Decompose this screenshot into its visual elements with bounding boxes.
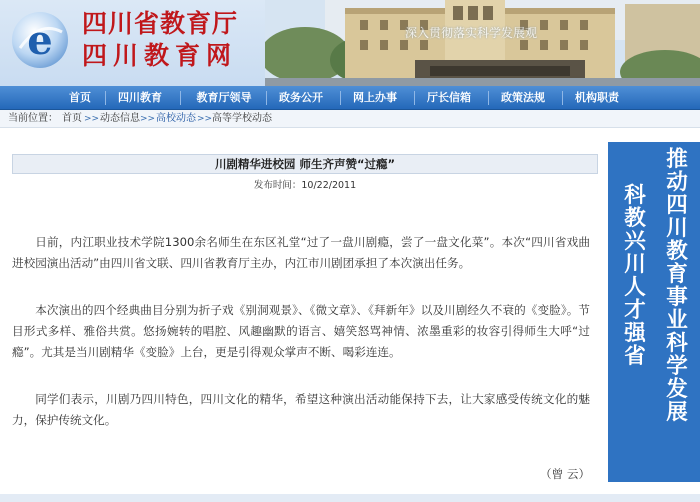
breadcrumb-news[interactable]: 动态信息 [100,113,140,124]
nav-item-policies[interactable]: 政策法规 [501,91,545,104]
site-name-line2: 四川教育网 [82,41,238,70]
nav-divider [488,91,489,105]
side-slogan-banner[interactable] [606,142,700,482]
nav-divider [414,91,415,105]
breadcrumb-higher-ed-news[interactable]: 高等学校动态 [212,113,272,124]
main-nav [0,86,700,110]
breadcrumb-home[interactable]: 首页 [62,113,82,124]
banner-slogan: 深入贯彻落实科学发展观 [405,26,538,40]
breadcrumb [0,110,700,128]
side-slogan-left-column: 科教兴川 人才强省 [624,183,646,369]
article-paragraph-1: 日前，内江职业技术学院1300余名师生在东区礼堂“过了一盘川剧瘾，尝了一盘文化菜”。本次“四川省戏曲进校园演出活动”由四川省文联、四川省教育厅主办，内江市川剧团承担了本次演出任务。 [12,235,590,270]
nav-divider [180,91,181,105]
nav-item-director-mailbox[interactable]: 厅长信箱 [427,91,471,104]
article-paragraph-3: 同学们表示，川剧乃四川特色，四川文化的精华，希望这种演出活动能保持下去，让大家感受传统文化的魅力，保护传统文化。 [12,392,590,427]
breadcrumb-arrow: >> [197,114,213,124]
article-author: （曾 云） [540,467,591,481]
nav-divider [105,91,106,105]
nav-divider [562,91,563,105]
footer-strip [0,494,700,502]
nav-item-gov-affairs[interactable]: 政务公开 [279,91,323,104]
breadcrumb-university-news[interactable]: 高校动态 [156,113,196,124]
side-slogan-right-column: 推动四川教育事业科学发展 [666,147,688,425]
nav-item-sichuan-education[interactable]: 四川教育 [118,91,162,104]
nav-item-leadership[interactable]: 教育厅领导 [196,91,252,104]
site-logo-icon[interactable] [10,10,70,70]
article-paragraph-2: 本次演出的四个经典曲目分别为折子戏《别洞观景》、《微文章》、《拜新年》以及川剧经久不衰的《变脸》。节目形式多样、雅俗共赏。悠扬婉转的唱腔、风趣幽默的语言、嬉笑怒骂神情、浓墨重彩的妆容引得师生大呼“过瘾”。尤其是当川剧精华《变脸》上台，更是引得观众掌声不断、喝彩连连。 [12,303,590,359]
nav-divider [340,91,341,105]
building-photo [265,0,700,86]
breadcrumb-arrow: >> [84,114,100,124]
header-banner [0,0,700,86]
site-name-line1: 四川省教育厅 [82,9,239,38]
breadcrumb-prefix: 当前位置： [8,113,58,124]
nav-item-home[interactable]: 首页 [69,91,91,104]
article-title-bar [12,154,598,174]
site-name [82,8,238,72]
nav-item-institutions[interactable]: 机构职责 [575,91,619,104]
article-title: 川剧精华进校园 师生齐声赞“过瘾” [214,157,396,171]
publish-time: 发布时间：10/22/2011 [253,180,357,191]
nav-item-online-services[interactable]: 网上办事 [353,91,397,104]
nav-divider [266,91,267,105]
logo-letter: e [27,17,53,64]
breadcrumb-arrow: >> [140,114,156,124]
